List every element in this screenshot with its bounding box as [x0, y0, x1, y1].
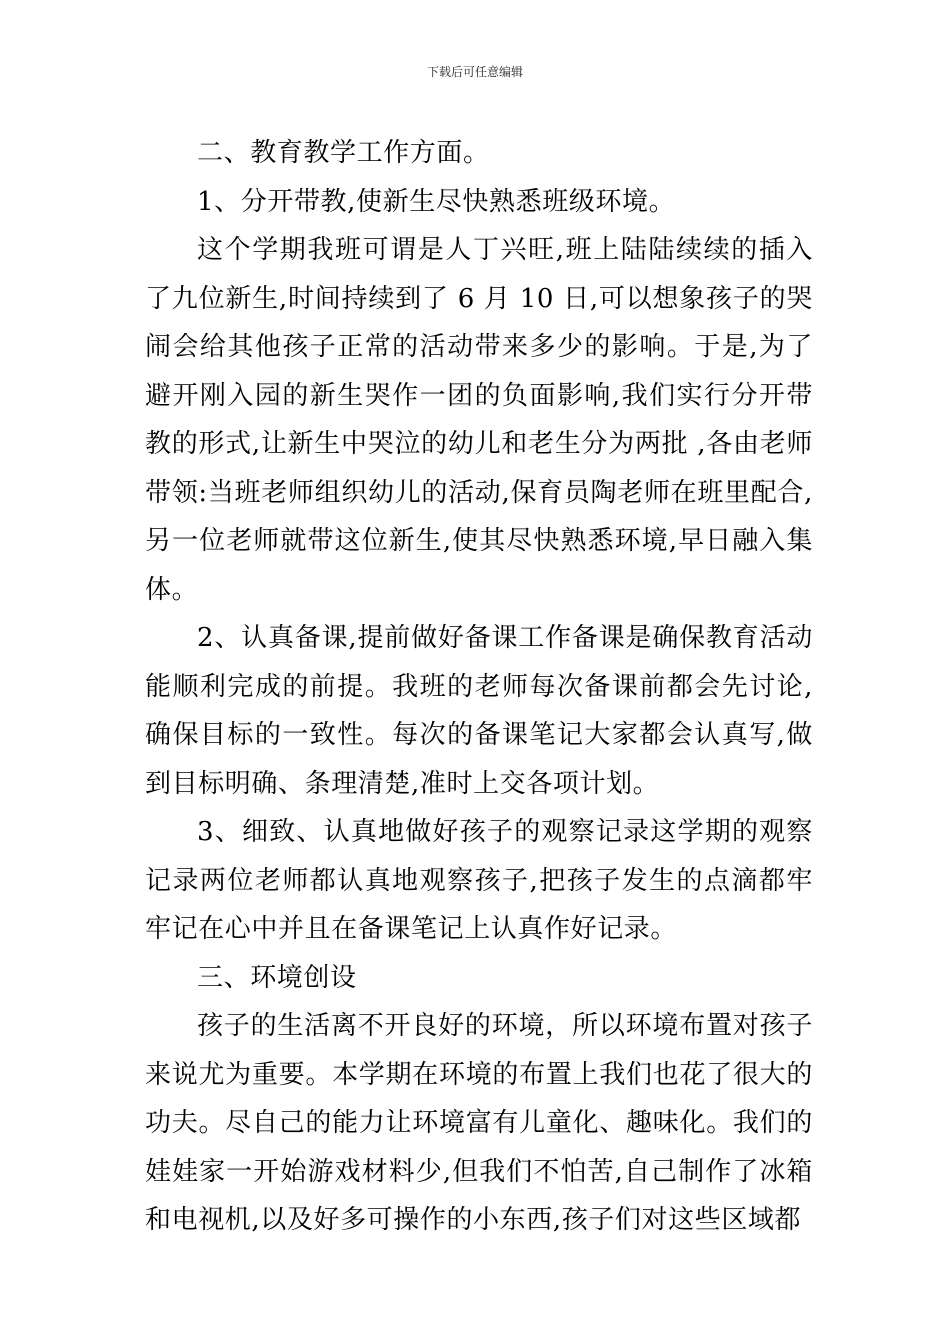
page-header: 下载后可任意编辑 [426, 65, 523, 79]
item-paragraph-3: 3、细致、认真地做好孩子的观察记录这学期的观察记录两位老师都认真地观察孩子,把孩子发生的点滴都牢牢记在心中并且在备课笔记上认真作好记录。 [145, 817, 813, 944]
item-paragraph-2: 2、认真备课,提前做好备课工作备课是确保教育活动能顺利完成的前提。我班的老师每次备课前都会先讨论,确保目标的一致性。每次的备课笔记大家都会认真写,做到目标明确、条理清楚,准时上交各项计划。 [145, 623, 813, 799]
section-heading-environment: 三、环境创设 [197, 962, 357, 993]
body-paragraph: 孩子的生活离不开良好的环境，所以环境布置对孩子来说尤为重要。本学期在环境的布置上我们也花了很大的功夫。尽自己的能力让环境富有儿童化、趣味化。我们的娃娃家一开始游戏材料少,但我们不怕苦,自己制作了冰箱和电视机,以及好多可操作的小东西,孩子们对这些区域都 [145, 1011, 813, 1235]
document-body [145, 129, 813, 1245]
body-paragraph: 这个学期我班可谓是人丁兴旺,班上陆陆续续的插入了九位新生,时间持续到了 6 月 10 日,可以想象孩子的哭闹会给其他孩子正常的活动带来多少的影响。于是,为了避开刚入园的新生哭作一团的负面影响,我们实行分开带教的形式,让新生中哭泣的幼儿和老生分为两批 ,各由老师带领:当班老师组织幼儿的活动,保育员陶老师在班里配合,另一位老师就带这位新生,使其尽快熟悉环境,早日融入集体。 [145, 235, 813, 605]
item-heading-1: 1、分开带教,使新生尽快熟悉班级环境。 [197, 186, 676, 217]
section-heading-teaching: 二、教育教学工作方面。 [197, 138, 490, 168]
